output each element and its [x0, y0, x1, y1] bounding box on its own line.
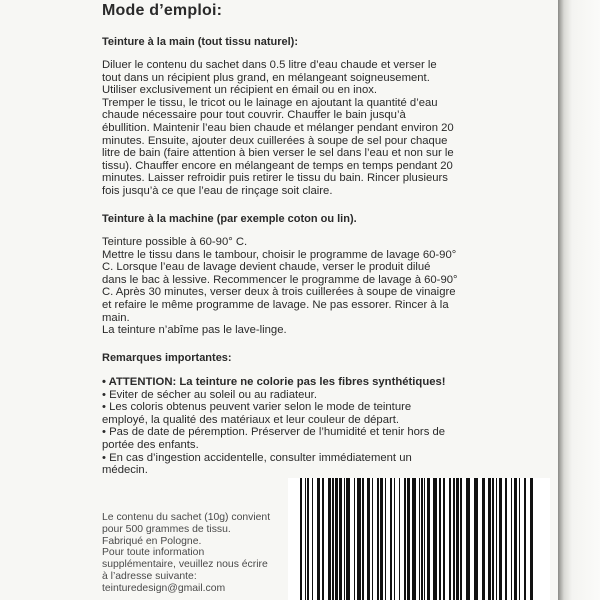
barcode-bar [419, 478, 420, 600]
heading-machine-dye: Teinture à la machine (par exemple coton ou lin). [102, 213, 357, 225]
barcode-bar [439, 478, 441, 600]
barcode-bar [357, 478, 361, 600]
barcode-bar [530, 478, 533, 600]
barcode-bar [394, 478, 395, 600]
note-item: • Eviter de sécher au soleil ou au radiateur. [102, 388, 317, 401]
barcode-bar [466, 478, 470, 600]
barcode-bar [443, 478, 445, 600]
barcode-bar [433, 478, 437, 600]
barcode-bar [332, 478, 334, 600]
package-edge [558, 0, 600, 600]
barcode-icon [288, 478, 550, 600]
barcode-bar [488, 478, 491, 600]
barcode-bar [496, 478, 497, 600]
barcode-bar [346, 478, 350, 600]
heading-hand-dye: Teinture à la main (tout tissu naturel): [102, 36, 298, 48]
note-item: • Pas de date de péremption. Préserver de l’humidité et tenir hors de portée des enfants. [102, 426, 446, 451]
hand-dye-instructions: Diluer le contenu du sachet dans 0.5 litre d’eau chaude et verser le tout dans un récipient plus grand, en mélangeant soigneusement. Utiliser exclusivement un récipient en émail ou en inox. Tremper le tissu, le tricot ou le lainage en ajoutant la quantité d’eau chaude nécessaire pour tout couvrir. Chauffer le bain jusqu’à ébullition. Maintenir l’eau bien chaude et mélanger pendant environ 20 minutes. Ensuite, ajouter deux cuillerées à soupe de sel pour chaque litre de bain (faire attention à bien verser le sel dans l’eau et non sur le tissu). Chauffer encore en mélangeant de temps en temps pendant 20 minutes. Laisser refroidir puis retirer le tissu du bain. Rincer plusieurs fois jusqu’à ce que l’eau de rinçage soit claire. [102, 59, 454, 197]
barcode-bar [514, 478, 517, 600]
barcode-bar [412, 478, 416, 600]
machine-dye-instructions: Teinture possible à 60-90° C. Mettre le tissu dans le tambour, choisir le programme de lavage 60-90° C. Lorsque l’eau de lavage devient chaude, verser le produit dilué dans le bac à lessive. Recommencer le programme de lavage à 60-90° C. Après 30 minutes, verser deux à trois cuillerées à soupe de vinaigre et refaire le même programme de lavage. Ne pas essorer. Rincer à la main. La teinture n’abîme pas le lave-linge. [102, 236, 458, 337]
note-item: • Les coloris obtenus peuvent varier selon le mode de teinture employé, la qualité des matériaux et leur couleur de départ. [102, 401, 412, 426]
barcode-bar [362, 478, 364, 600]
barcode-bar [460, 478, 462, 600]
important-notes-list [102, 376, 462, 477]
barcode-bar [404, 478, 406, 600]
barcode-bar [322, 478, 324, 600]
note-item: • En cas d’ingestion accidentelle, consulter immédiatement un médecin. [102, 451, 412, 477]
barcode-bar [312, 478, 313, 600]
barcode-bar [519, 478, 520, 600]
barcode-bar [385, 478, 386, 600]
barcode-bar [421, 478, 423, 600]
barcode-bar [328, 478, 331, 600]
barcode-bar [335, 478, 338, 600]
barcode-bar [377, 478, 379, 600]
barcode-bar [474, 478, 478, 600]
barcode-bar [492, 478, 494, 600]
barcode-bar [354, 478, 355, 600]
barcode-bar [427, 478, 430, 600]
barcode-bar [399, 478, 400, 600]
barcode-bar [482, 478, 485, 600]
barcode-bar [339, 478, 342, 600]
barcode-bar [453, 478, 455, 600]
barcode-bar [367, 478, 370, 600]
heading-important-notes: Remarques importantes: [102, 352, 232, 364]
barcode-bar [344, 478, 345, 600]
barcode-bar [372, 478, 373, 600]
barcode-bars [298, 478, 538, 600]
barcode-bar [449, 478, 451, 600]
barcode-bar [390, 478, 392, 600]
barcode-bar [499, 478, 502, 600]
footer-info: Le contenu du sachet (10g) convient pour 500 grammes de tissu. Fabriqué en Pologne. Pour toute information supplémentaire, veuillez nous écrire à l’adresse suivante: teinturedesign@gmail.com [102, 512, 271, 594]
note-item: • ATTENTION: La teinture ne colorie pas les fibres synthétiques! [102, 376, 446, 388]
barcode-bar [300, 478, 302, 600]
barcode-bar [424, 478, 425, 600]
barcode-bar [380, 478, 383, 600]
barcode-bar [307, 478, 309, 600]
barcode-bar [505, 478, 507, 600]
page-title: Mode d’emploi: [102, 2, 223, 19]
barcode-bar [511, 478, 512, 600]
barcode-bar [524, 478, 526, 600]
barcode-bar [317, 478, 320, 600]
barcode-bar [305, 478, 306, 600]
barcode-bar [456, 478, 459, 600]
barcode-bar [407, 478, 410, 600]
